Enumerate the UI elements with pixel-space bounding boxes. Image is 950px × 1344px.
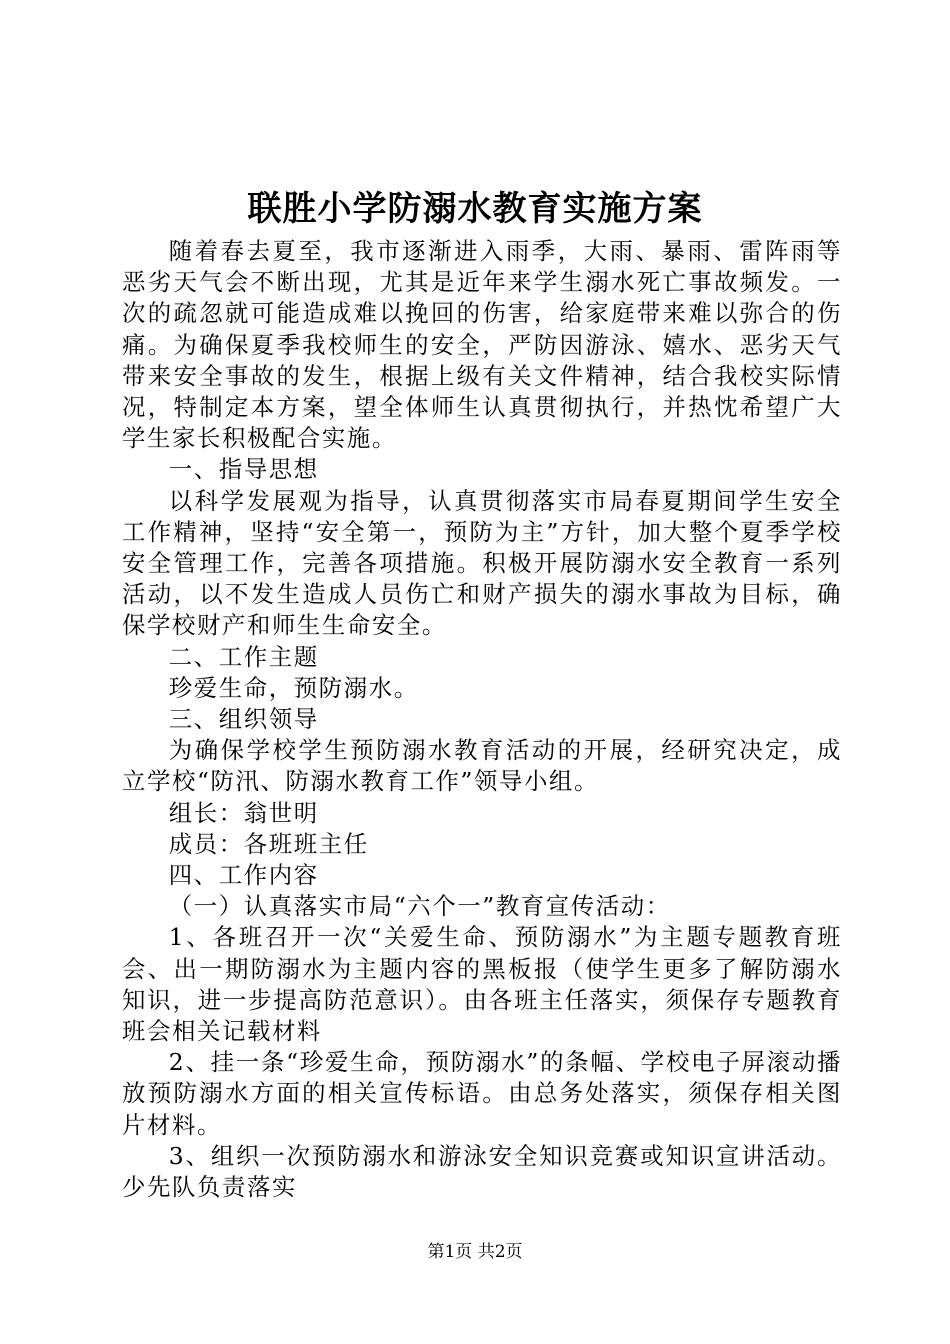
intro-paragraph: 随着春去夏至，我市逐渐进入雨季，大雨、暴雨、雷阵雨等恶劣天气会不断出现，尤其是近年来学生溺水死亡事故频发。一次的疏忽就可能造成难以挽回的伤害，给家庭带来难以弥合的伤痛。为确保夏季我校师生的安全，严防因游泳、嬉水、恶劣天气带来安全事故的发生，根据上级有关文件精神，结合我校实际情况，特制定本方案，望全体师生认真贯彻执行，并热忱希望广大学生家长积极配合实施。 (122, 237, 842, 453)
page-number-footer: 第1页 共2页 (427, 1242, 523, 1262)
work-theme-paragraph: 珍爱生命，预防溺水。 (168, 673, 419, 702)
guiding-thought-paragraph: 以科学发展观为指导，认真贯彻落实市局春夏期间学生安全工作精神，坚持“安全第一，预防为主”方针，加大整个夏季学校安全管理工作，完善各项措施。积极开展防溺水安全教育一系列活动，以不发生造成人员伤亡和财产损失的溺水事故为目标，确保学校财产和师生生命安全。 (122, 486, 842, 640)
team-leader-line: 组长：翁世明 (168, 798, 319, 827)
document-title: 联胜小学防溺水教育实施方案 (247, 189, 703, 229)
section-heading-organization: 三、组织领导 (168, 705, 319, 734)
activity-item-2: 2、挂一条“珍爱生命，预防溺水”的条幅、学校电子屏滚动播放预防溺水方面的相关宣传标语。由总务处落实，须保存相关图片材料。 (122, 1048, 842, 1139)
activity-item-3: 3、组织一次预防溺水和游泳安全知识竞赛或知识宣讲活动。少先队负责落实 (122, 1141, 842, 1202)
subsection-heading-activities: （一）认真落实市局“六个一”教育宣传活动： (168, 892, 671, 921)
section-heading-work-theme: 二、工作主题 (168, 642, 319, 671)
organization-paragraph: 为确保学校学生预防溺水教育活动的开展，经研究决定，成立学校“防汛、防溺水教育工作”领导小组。 (122, 736, 842, 796)
team-members-line: 成员：各班班主任 (168, 829, 369, 858)
activity-item-1: 1、各班召开一次“关爱生命、预防溺水”为主题专题教育班会、出一期防溺水为主题内容的黑板报（使学生更多了解防溺水知识，进一步提高防范意识）。由各班主任落实，须保存专题教育班会相关记载材料 (122, 923, 842, 1046)
section-heading-work-content: 四、工作内容 (168, 861, 319, 890)
section-heading-guiding-thought: 一、指导思想 (168, 455, 319, 484)
document-body (122, 236, 842, 1203)
